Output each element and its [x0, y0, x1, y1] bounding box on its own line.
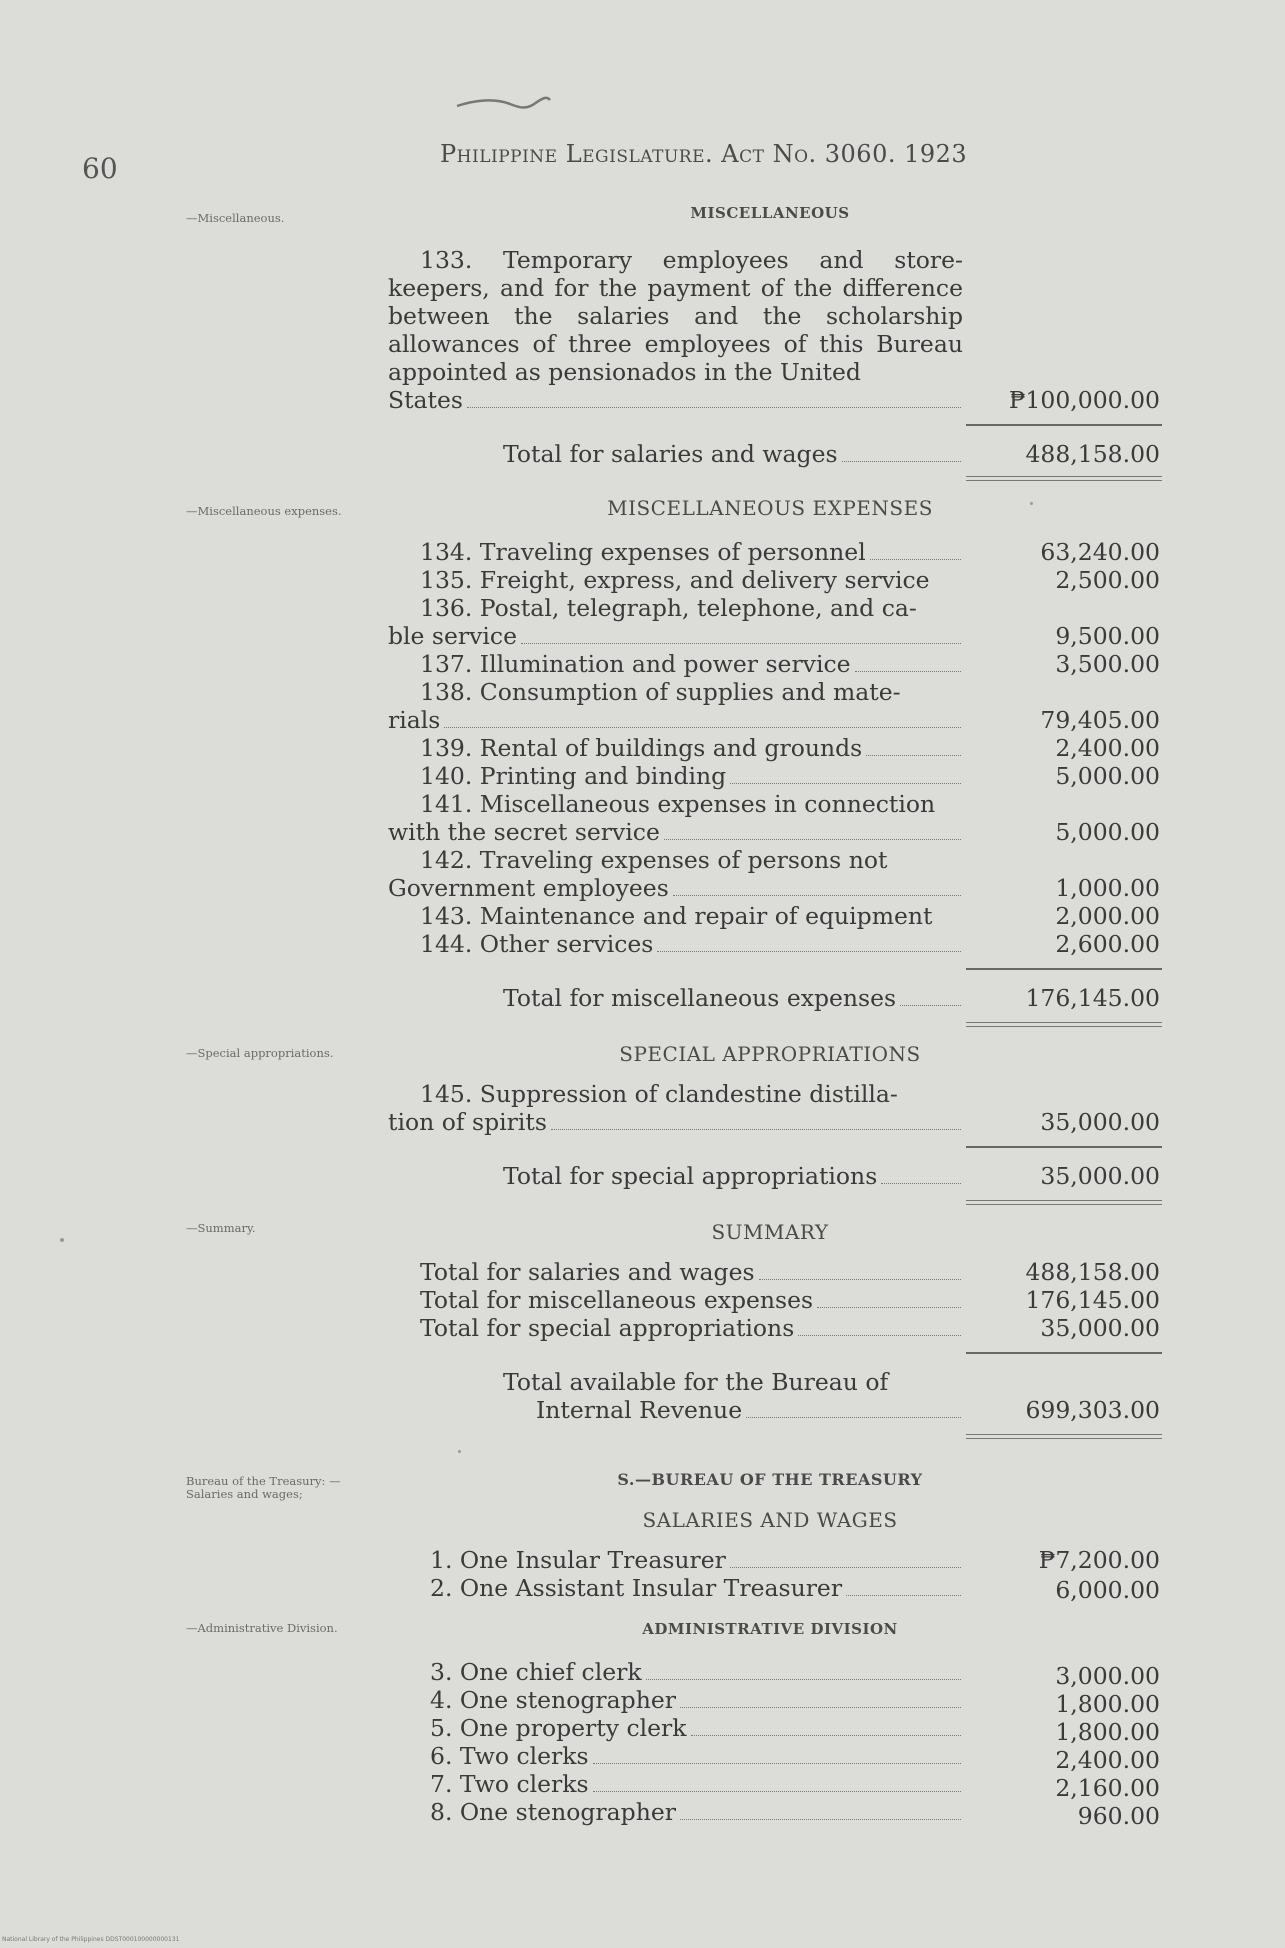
treasury-item-3-amount: 3,000.00 — [1055, 1662, 1160, 1690]
leader-dots — [467, 407, 961, 408]
running-title: Philippine Legislature. Act No. 3060. 1923 — [440, 140, 968, 168]
item-145-amount: 35,000.00 — [1040, 1108, 1160, 1136]
summary-label-1: Total for salaries and wages — [420, 1258, 755, 1286]
grand-total-amount: 699,303.00 — [1025, 1396, 1160, 1424]
total-misc-expenses-label: Total for miscellaneous expenses — [503, 984, 897, 1012]
item-143-label: 143. Maintenance and repair of equipment — [420, 902, 933, 930]
subheading-admin-division: ADMINISTRATIVE DIVISION — [642, 1620, 898, 1638]
leader-dots — [680, 1707, 961, 1708]
item-145-line-2 — [388, 1108, 963, 1136]
treasury-item-5-label: 5. One property clerk — [430, 1714, 687, 1742]
total-special-label: Total for special appropriations — [503, 1162, 878, 1190]
item-138-amount: 79,405.00 — [1040, 706, 1160, 734]
sum-rule — [966, 424, 1162, 426]
item-140 — [388, 762, 963, 790]
total-salaries-amount: 488,158.00 — [1025, 440, 1160, 468]
item-136-amount: 9,500.00 — [1055, 622, 1160, 650]
summary-amount-1: 488,158.00 — [1025, 1258, 1160, 1286]
leader-dots — [855, 671, 961, 672]
paper-speck — [1030, 502, 1033, 505]
treasury-item-6-amount: 2,400.00 — [1055, 1746, 1160, 1774]
item-141-label-b: with the secret service — [388, 818, 660, 846]
leader-dots — [691, 1735, 961, 1736]
item-145-label-b: tion of spirits — [388, 1108, 547, 1136]
scan-footer: National Library of the Philippines DDST000100000000131 — [2, 1936, 180, 1943]
leader-dots — [759, 1279, 961, 1280]
margin-note-admin: —Administrative Division. — [186, 1621, 338, 1635]
item-141-label-a: 141. Miscellaneous expenses in connection — [420, 790, 936, 818]
margin-note-summary: —Summary. — [186, 1221, 256, 1235]
item-139 — [388, 734, 963, 762]
margin-note-misc-expenses: —Miscellaneous expenses. — [186, 504, 342, 518]
treasury-item-5 — [388, 1714, 963, 1742]
leader-dots — [680, 1819, 961, 1820]
double-rule — [966, 1022, 1162, 1027]
item-141-line-1 — [388, 790, 963, 818]
treasury-item-8-amount: 960.00 — [1077, 1802, 1160, 1830]
leader-dots — [521, 643, 961, 644]
treasury-item-8-label: 8. One stenographer — [430, 1798, 676, 1826]
item-134-label: 134. Traveling expenses of personnel — [420, 538, 866, 566]
total-misc-expenses-amount: 176,145.00 — [1025, 984, 1160, 1012]
treasury-item-1-label: 1. One Insular Treasurer — [430, 1546, 726, 1574]
margin-note-special: —Special appropriations. — [186, 1046, 334, 1060]
treasury-item-1 — [388, 1546, 963, 1574]
double-rule — [966, 476, 1162, 481]
item-138-label-a: 138. Consumption of supplies and mate- — [420, 678, 901, 706]
item-133-amount: ₱100,000.00 — [1008, 386, 1160, 414]
treasury-item-7-label: 7. Two clerks — [430, 1770, 589, 1798]
treasury-item-5-amount: 1,800.00 — [1055, 1718, 1160, 1746]
treasury-item-8 — [388, 1798, 963, 1826]
total-salaries-line — [388, 440, 963, 468]
summary-amount-2: 176,145.00 — [1025, 1286, 1160, 1314]
item-138-line-1 — [388, 678, 963, 706]
leader-dots — [593, 1763, 961, 1764]
item-139-label: 139. Rental of buildings and grounds — [420, 734, 863, 762]
summary-line-3 — [388, 1314, 963, 1342]
leader-dots — [551, 1129, 961, 1130]
item-133-text: 133. Temporary employees and store-keepers, and for the payment of the difference between the salaries and the scholarship allowances of three employees of this Bureau appointed as pensionados in the United — [388, 246, 963, 386]
item-143 — [388, 902, 963, 930]
paper-speck — [60, 1238, 64, 1242]
leader-dots — [657, 951, 961, 952]
total-salaries-label: Total for salaries and wages — [503, 440, 838, 468]
item-137 — [388, 650, 963, 678]
leader-dots — [730, 1567, 961, 1568]
item-137-amount: 3,500.00 — [1055, 650, 1160, 678]
section-heading-treasury: S.—BUREAU OF THE TREASURY — [617, 1470, 923, 1489]
treasury-item-4-amount: 1,800.00 — [1055, 1690, 1160, 1718]
margin-note-miscellaneous: —Miscellaneous. — [186, 211, 285, 225]
pen-mark-scribble — [455, 92, 565, 122]
leader-dots — [842, 461, 961, 462]
section-heading-miscellaneous: MISCELLANEOUS — [690, 204, 850, 222]
grand-total-line-2 — [388, 1396, 963, 1424]
total-misc-expenses-line — [388, 984, 963, 1012]
treasury-item-4-label: 4. One stenographer — [430, 1686, 676, 1714]
leader-dots — [673, 895, 961, 896]
leader-dots — [881, 1183, 961, 1184]
item-136-line-2 — [388, 622, 963, 650]
summary-label-2: Total for miscellaneous expenses — [420, 1286, 814, 1314]
item-136-label-a: 136. Postal, telegraph, telephone, and ca- — [420, 594, 917, 622]
section-heading-misc-expenses: MISCELLANEOUS EXPENSES — [607, 496, 933, 520]
item-135 — [388, 566, 963, 594]
item-135-amount: 2,500.00 — [1055, 566, 1160, 594]
leader-dots — [664, 839, 961, 840]
sum-rule — [966, 1352, 1162, 1354]
paper-speck — [458, 1450, 461, 1453]
leader-dots — [866, 755, 961, 756]
total-special-line — [388, 1162, 963, 1190]
leader-dots — [798, 1335, 961, 1336]
item-141-line-2 — [388, 818, 963, 846]
item-137-label: 137. Illumination and power service — [420, 650, 851, 678]
item-134 — [388, 538, 963, 566]
summary-label-3: Total for special appropriations — [420, 1314, 795, 1342]
treasury-item-7 — [388, 1770, 963, 1798]
item-145-line-1 — [388, 1080, 963, 1108]
grand-total-label-b: Internal Revenue — [536, 1396, 743, 1424]
total-special-amount: 35,000.00 — [1040, 1162, 1160, 1190]
double-rule — [966, 1434, 1162, 1439]
leader-dots — [846, 1595, 961, 1596]
leader-dots — [900, 1005, 961, 1006]
item-144-label: 144. Other services — [420, 930, 654, 958]
grand-total-line-1 — [388, 1368, 963, 1396]
summary-line-2 — [388, 1286, 963, 1314]
item-136-label-b: ble service — [388, 622, 517, 650]
treasury-item-6 — [388, 1742, 963, 1770]
item-135-label: 135. Freight, express, and delivery service — [420, 566, 930, 594]
margin-note-treasury: Bureau of the Treasury: —Salaries and wages; — [186, 1474, 341, 1501]
item-144-amount: 2,600.00 — [1055, 930, 1160, 958]
item-138-line-2 — [388, 706, 963, 734]
page-number: 60 — [82, 152, 118, 185]
item-144 — [388, 930, 963, 958]
treasury-item-2-amount: 6,000.00 — [1055, 1576, 1160, 1604]
item-141-amount: 5,000.00 — [1055, 818, 1160, 846]
item-133-last-label: States — [388, 386, 463, 414]
item-140-label: 140. Printing and binding — [420, 762, 727, 790]
section-heading-special: SPECIAL APPROPRIATIONS — [619, 1042, 921, 1066]
subheading-salaries-wages: SALARIES AND WAGES — [642, 1508, 898, 1532]
item-140-amount: 5,000.00 — [1055, 762, 1160, 790]
item-142-label-b: Government employees — [388, 874, 669, 902]
item-138-label-b: rials — [388, 706, 441, 734]
treasury-item-2-label: 2. One Assistant Insular Treasurer — [430, 1574, 843, 1602]
leader-dots — [730, 783, 961, 784]
item-133-last-line — [388, 386, 963, 414]
sum-rule — [966, 1146, 1162, 1148]
treasury-item-1-amount: ₱7,200.00 — [1038, 1546, 1160, 1574]
treasury-item-3 — [388, 1658, 963, 1686]
item-142-line-1 — [388, 846, 963, 874]
treasury-item-4 — [388, 1686, 963, 1714]
summary-line-1 — [388, 1258, 963, 1286]
leader-dots — [746, 1417, 961, 1418]
item-139-amount: 2,400.00 — [1055, 734, 1160, 762]
leader-dots — [817, 1307, 961, 1308]
item-142-amount: 1,000.00 — [1055, 874, 1160, 902]
treasury-item-6-label: 6. Two clerks — [430, 1742, 589, 1770]
leader-dots — [444, 727, 961, 728]
sum-rule — [966, 968, 1162, 970]
double-rule — [966, 1200, 1162, 1205]
item-142-label-a: 142. Traveling expenses of persons not — [420, 846, 888, 874]
summary-amount-3: 35,000.00 — [1040, 1314, 1160, 1342]
leader-dots — [870, 559, 961, 560]
treasury-item-2 — [388, 1574, 963, 1602]
item-142-line-2 — [388, 874, 963, 902]
leader-dots — [646, 1679, 961, 1680]
grand-total-label-a: Total available for the Bureau of — [503, 1368, 889, 1396]
treasury-item-7-amount: 2,160.00 — [1055, 1774, 1160, 1802]
treasury-item-3-label: 3. One chief clerk — [430, 1658, 642, 1686]
item-143-amount: 2,000.00 — [1055, 902, 1160, 930]
item-145-label-a: 145. Suppression of clandestine distilla- — [420, 1080, 898, 1108]
section-heading-summary: SUMMARY — [711, 1220, 829, 1244]
item-134-amount: 63,240.00 — [1040, 538, 1160, 566]
item-136-line-1 — [388, 594, 963, 622]
leader-dots — [593, 1791, 961, 1792]
